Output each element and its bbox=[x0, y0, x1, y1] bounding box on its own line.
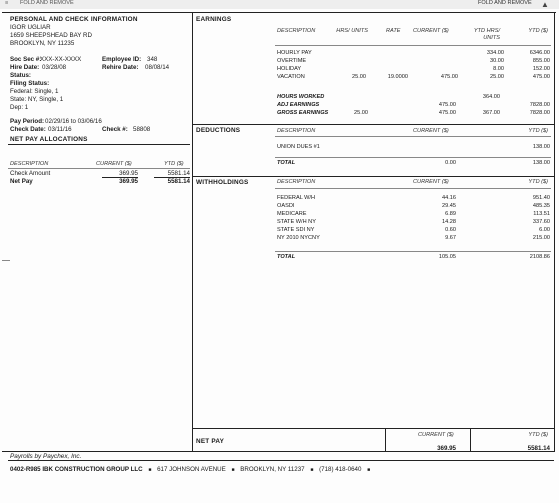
earnings-current bbox=[410, 65, 460, 73]
check-number-value: 58808 bbox=[133, 126, 151, 133]
earnings-header-description: DESCRIPTION bbox=[277, 28, 316, 34]
withholding-current: 0.60 bbox=[445, 227, 456, 233]
adj-earnings-current: 475.00 bbox=[438, 102, 456, 108]
alloc-row-ytd: 5581.14 bbox=[167, 170, 190, 177]
earnings-current: 475.00 bbox=[440, 74, 458, 80]
earnings-hrs: 25.00 bbox=[352, 74, 366, 80]
withholding-desc: FEDERAL W/H bbox=[277, 195, 316, 201]
fold-label-left: FOLD AND REMOVE bbox=[20, 0, 74, 6]
withholding-ytd: 215.00 bbox=[532, 235, 550, 241]
status-label: Status: bbox=[10, 72, 31, 79]
alloc-header-description: DESCRIPTION bbox=[10, 161, 49, 167]
fold-arrow-icon: ▲ bbox=[541, 0, 549, 9]
table-row bbox=[275, 194, 552, 202]
withholdings-title: WITHHOLDINGS bbox=[196, 179, 249, 186]
state-filing: State: NY, Single, 1 bbox=[10, 96, 64, 103]
withholdings-total-ytd: 2108.86 bbox=[529, 254, 550, 260]
withholdings-top-rule bbox=[193, 176, 554, 177]
adj-earnings-ytd: 7828.00 bbox=[529, 102, 550, 108]
earnings-current bbox=[410, 57, 460, 65]
earnings-title: EARNINGS bbox=[196, 16, 232, 23]
alloc-netpay-current: 369.95 bbox=[119, 178, 138, 185]
earnings-rate bbox=[368, 49, 410, 57]
withholdings-header-description: DESCRIPTION bbox=[277, 179, 316, 185]
earnings-ytd: 855.00 bbox=[532, 58, 550, 64]
earnings-rate: 19.0000 bbox=[387, 74, 408, 80]
margin-tick bbox=[2, 260, 10, 261]
earnings-ytd-hrs: 8.00 bbox=[493, 66, 504, 72]
soc-sec-value: XXX-XX-XXXX bbox=[40, 56, 82, 63]
withholding-ytd: 485.35 bbox=[532, 203, 550, 209]
check-date-value: 03/11/16 bbox=[48, 126, 72, 133]
alloc-header-ytd: YTD ($) bbox=[164, 161, 184, 167]
withholding-current: 14.28 bbox=[442, 219, 456, 225]
rehire-date-label: Rehire Date: bbox=[102, 64, 139, 71]
withholding-current: 44.16 bbox=[442, 195, 456, 201]
payrolls-by-label: Payrolls by Paychex, Inc. bbox=[10, 453, 82, 460]
alloc-header-current: CURRENT ($) bbox=[96, 161, 132, 167]
withholdings-total-current: 105.05 bbox=[438, 254, 456, 260]
table-row bbox=[275, 73, 552, 81]
deductions-header-ytd: YTD ($) bbox=[528, 128, 548, 134]
deductions-header-current: CURRENT ($) bbox=[413, 128, 449, 134]
deductions-total-ytd: 138.00 bbox=[532, 160, 550, 166]
table-row bbox=[275, 202, 552, 210]
netpay-ytd: 5581.14 bbox=[527, 445, 550, 452]
frame-top bbox=[2, 12, 556, 13]
earnings-ytd: 6346.00 bbox=[529, 50, 550, 56]
pay-period-value: 02/29/16 to 03/06/16 bbox=[45, 118, 102, 125]
fold-icon-left: ≡ bbox=[5, 0, 9, 6]
deductions-total-rule bbox=[275, 157, 551, 158]
allocations-top-rule bbox=[8, 144, 190, 145]
withholding-desc: NY 2010 NYCNY bbox=[277, 235, 320, 241]
dependents: Dep: 1 bbox=[10, 104, 29, 111]
earnings-desc: OVERTIME bbox=[277, 58, 307, 64]
earnings-ytd-hrs: 25.00 bbox=[490, 74, 504, 80]
earnings-header-rate: RATE bbox=[386, 28, 401, 34]
hours-worked-ytd: 364.00 bbox=[482, 94, 500, 100]
table-row bbox=[275, 49, 552, 57]
deductions-top-rule bbox=[193, 124, 554, 125]
bullet-icon: ■ bbox=[231, 467, 235, 473]
earnings-header-hrs: HRS/ UNITS bbox=[336, 28, 368, 34]
netpay-divider-2 bbox=[470, 428, 471, 451]
alloc-row-current: 369.95 bbox=[119, 170, 138, 177]
earnings-header-ytd-hrs: YTD HRS/ UNITS bbox=[473, 28, 500, 41]
netpay-top-rule bbox=[193, 428, 554, 429]
withholding-desc: STATE W/H NY bbox=[277, 219, 316, 225]
company-name: 0402-R985 IBK CONSTRUCTION GROUP LLC bbox=[10, 466, 143, 473]
table-row bbox=[275, 57, 552, 65]
earnings-header-rule bbox=[275, 45, 551, 46]
withholdings-total-label: TOTAL bbox=[277, 254, 296, 260]
earnings-current bbox=[410, 49, 460, 57]
withholdings-header-ytd: YTD ($) bbox=[528, 179, 548, 185]
deductions-header-description: DESCRIPTION bbox=[277, 128, 316, 134]
withholdings-header-current: CURRENT ($) bbox=[413, 179, 449, 185]
earnings-hrs bbox=[333, 57, 368, 65]
hours-worked-label: HOURS WORKED bbox=[277, 94, 325, 100]
company-city: BROOKLYN, NY 11237 bbox=[240, 466, 305, 473]
withholding-desc: STATE SDI NY bbox=[277, 227, 315, 233]
withholding-current: 6.89 bbox=[445, 211, 456, 217]
address-line-2: BROOKLYN, NY 11235 bbox=[10, 40, 75, 47]
deduction-desc: UNION DUES #1 bbox=[277, 144, 320, 150]
gross-earnings-label: GROSS EARNINGS bbox=[277, 110, 329, 116]
federal-filing: Federal: Single, 1 bbox=[10, 88, 59, 95]
earnings-hrs bbox=[333, 49, 368, 57]
earnings-rows bbox=[275, 49, 552, 81]
footer-rule bbox=[8, 460, 554, 461]
earnings-hrs bbox=[333, 65, 368, 73]
check-number-label: Check #: bbox=[102, 126, 128, 133]
adj-earnings-label: ADJ EARNINGS bbox=[277, 102, 320, 108]
bullet-icon: ■ bbox=[310, 467, 314, 473]
column-divider bbox=[192, 13, 193, 451]
earnings-header-ytd: YTD ($) bbox=[528, 28, 548, 34]
deductions-total-current: 0.00 bbox=[445, 160, 456, 166]
withholding-desc: MEDICARE bbox=[277, 211, 307, 217]
alloc-netpay-label: Net Pay bbox=[10, 178, 33, 185]
hire-date-label: Hire Date: bbox=[10, 64, 40, 71]
rehire-date-value: 08/08/14 bbox=[145, 64, 170, 71]
hire-date-value: 03/28/08 bbox=[42, 64, 67, 71]
earnings-desc: VACATION bbox=[277, 74, 305, 80]
employee-id-label: Employee ID: bbox=[102, 56, 142, 63]
bullet-icon: ■ bbox=[367, 467, 371, 473]
withholding-current: 29.45 bbox=[442, 203, 456, 209]
table-row bbox=[275, 65, 552, 73]
withholdings-rows bbox=[275, 194, 552, 242]
allocations-title: NET PAY ALLOCATIONS bbox=[10, 136, 88, 143]
netpay-title: NET PAY bbox=[196, 438, 225, 445]
table-row bbox=[275, 218, 552, 226]
netpay-current: 369.95 bbox=[437, 445, 456, 452]
alloc-netpay-ytd: 5581.14 bbox=[167, 178, 190, 185]
gross-earnings-ytd: 7828.00 bbox=[529, 110, 550, 116]
pay-period-label: Pay Period: bbox=[10, 118, 45, 125]
earnings-desc: HOURLY PAY bbox=[277, 50, 312, 56]
deduction-ytd: 138.00 bbox=[532, 144, 550, 150]
earnings-desc: HOLIDAY bbox=[277, 66, 302, 72]
deductions-total-label: TOTAL bbox=[277, 160, 296, 166]
deductions-title: DEDUCTIONS bbox=[196, 127, 241, 134]
fold-strip bbox=[0, 0, 559, 9]
alloc-row-description: Check Amount bbox=[10, 170, 51, 177]
filing-status-label: Filing Status: bbox=[10, 80, 50, 87]
bullet-icon: ■ bbox=[148, 467, 152, 473]
withholdings-header-rule bbox=[275, 188, 551, 189]
company-address: 617 JOHNSON AVENUE bbox=[157, 466, 226, 473]
netpay-header-current: CURRENT ($) bbox=[418, 432, 454, 438]
withholdings-total-rule bbox=[275, 251, 551, 252]
earnings-ytd: 152.00 bbox=[532, 66, 550, 72]
earnings-ytd-hrs: 334.00 bbox=[486, 50, 504, 56]
table-row bbox=[275, 210, 552, 218]
withholding-desc: OASDI bbox=[277, 203, 295, 209]
check-date-label: Check Date: bbox=[10, 126, 46, 133]
employee-name: IGOR UGLIAR bbox=[10, 24, 51, 31]
table-row bbox=[275, 234, 552, 242]
gross-earnings-hrs: 25.00 bbox=[354, 110, 368, 116]
deductions-header-rule bbox=[275, 136, 551, 137]
employee-id-value: 348 bbox=[147, 56, 158, 63]
netpay-divider-1 bbox=[385, 428, 386, 451]
soc-sec-label: Soc Sec #: bbox=[10, 56, 42, 63]
withholding-ytd: 951.40 bbox=[532, 195, 550, 201]
alloc-header-rule bbox=[8, 168, 190, 169]
earnings-ytd-hrs: 30.00 bbox=[490, 58, 504, 64]
withholding-ytd: 337.60 bbox=[532, 219, 550, 225]
gross-earnings-current: 475.00 bbox=[438, 110, 456, 116]
earnings-ytd: 475.00 bbox=[532, 74, 550, 80]
frame-right bbox=[554, 13, 555, 451]
withholding-ytd: 113.51 bbox=[533, 211, 550, 217]
netpay-header-ytd: YTD ($) bbox=[528, 432, 548, 438]
address-line-1: 1659 SHEEPSHEAD BAY RD bbox=[10, 32, 92, 39]
gross-earnings-ytd-hrs: 367.00 bbox=[482, 110, 500, 116]
withholding-current: 9.67 bbox=[445, 235, 456, 241]
frame-bottom bbox=[2, 451, 555, 452]
withholding-ytd: 6.00 bbox=[539, 227, 550, 233]
table-row bbox=[275, 226, 552, 234]
company-footer bbox=[10, 466, 370, 473]
earnings-rate bbox=[368, 57, 410, 65]
earnings-header-current: CURRENT ($) bbox=[413, 28, 449, 34]
earnings-rate bbox=[368, 65, 410, 73]
fold-label-right: FOLD AND REMOVE bbox=[478, 0, 532, 6]
personal-info-title: PERSONAL AND CHECK INFORMATION bbox=[10, 16, 138, 23]
company-phone: (718) 418-0640 bbox=[319, 466, 362, 473]
